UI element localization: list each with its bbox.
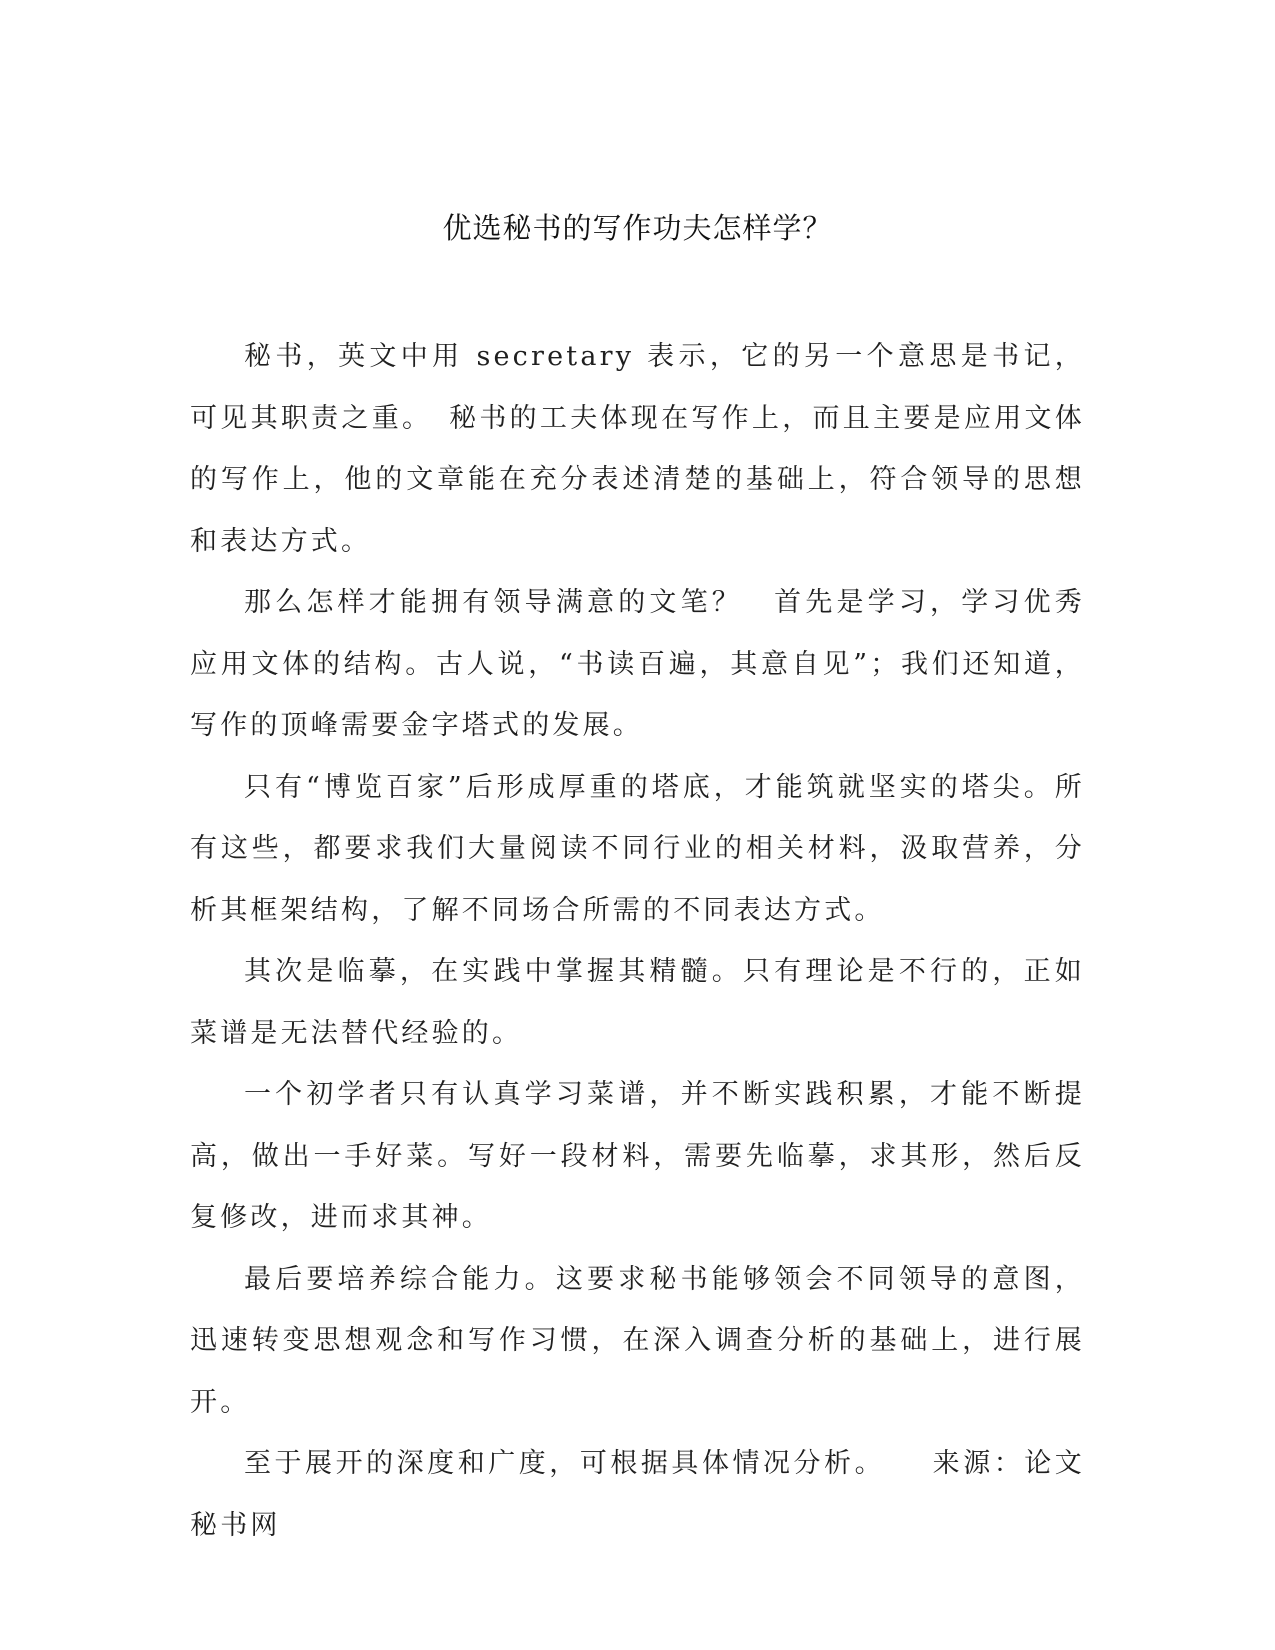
paragraph-7: 至于展开的深度和广度，可根据具体情况分析。 来源：论文秘书网 [190, 1448, 1085, 1541]
paragraph-6: 最后要培养综合能力。这要求秘书能够领会不同领导的意图，迅速转变思想观念和写作习惯，在深入调查分析的基础上，进行展开。 [190, 1263, 1085, 1418]
paragraph-1: 秘书，英文中用 secretary 表示，它的另一个意思是书记，可见其职责之重。 秘书的工夫体现在写作上，而且主要是应用文体的写作上，他的文章能在充分表述清楚的基础上，符合领导的思想和表达方式。 [190, 341, 1085, 557]
paragraph-3: 只有“博览百家”后形成厚重的塔底，才能筑就坚实的塔尖。所有这些，都要求我们大量阅读不同行业的相关材料，汲取营养，分析其框架结构，了解不同场合所需的不同表达方式。 [190, 771, 1085, 926]
paragraph-4: 其次是临摹，在实践中掌握其精髓。只有理论是不行的，正如菜谱是无法替代经验的。 [190, 956, 1085, 1049]
paragraph-2: 那么怎样才能拥有领导满意的文笔？ 首先是学习，学习优秀应用文体的结构。古人说，“书读百遍，其意自见”；我们还知道，写作的顶峰需要金字塔式的发展。 [190, 587, 1085, 741]
document-title: 优选秘书的写作功夫怎样学？ [442, 211, 833, 245]
paragraph-5: 一个初学者只有认真学习菜谱，并不断实践积累，才能不断提高，做出一手好菜。写好一段材料，需要先临摹，求其形，然后反复修改，进而求其神。 [190, 1079, 1085, 1233]
document-body [190, 326, 1085, 1556]
